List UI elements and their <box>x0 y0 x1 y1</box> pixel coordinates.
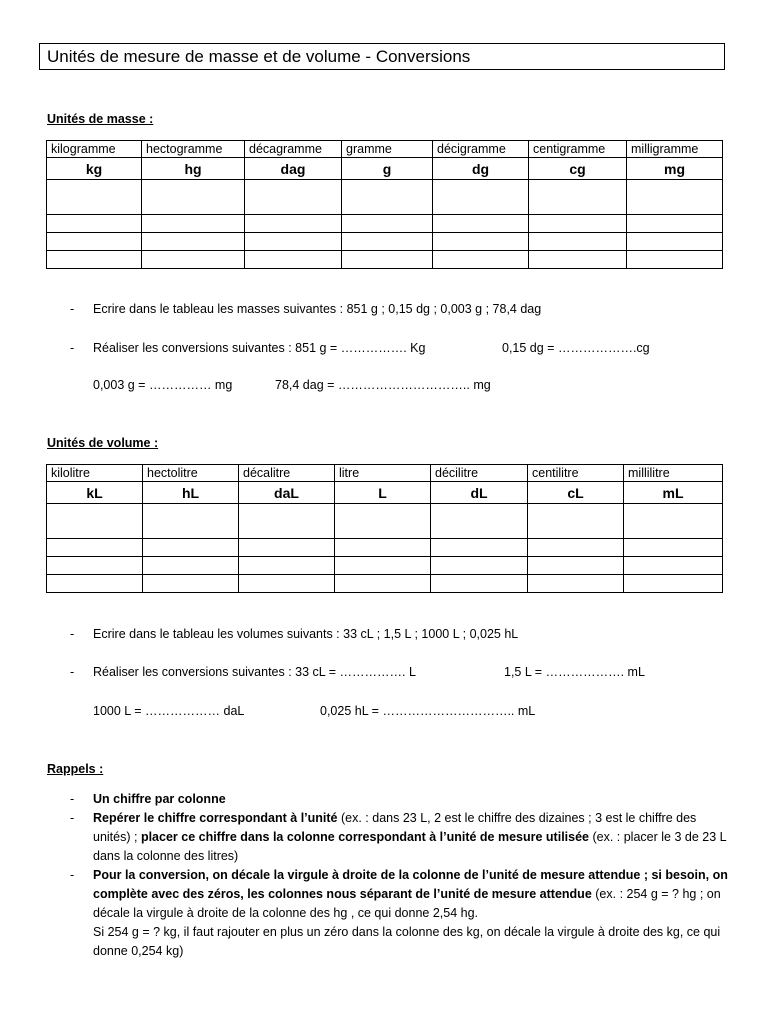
empty-cell[interactable] <box>342 215 433 233</box>
mass-name-cell: décigramme <box>433 141 529 158</box>
bullet-dash: - <box>70 302 75 316</box>
mass-instruction-2a: Réaliser les conversions suivantes : 851 g = ……………. Kg <box>93 341 426 355</box>
volume-abbr-cell: kL <box>47 482 143 504</box>
volume-abbr-cell: L <box>335 482 431 504</box>
volume-name-cell: kilolitre <box>47 465 143 482</box>
mass-instruction-2b: 0,15 dg = ……………….cg <box>502 341 650 355</box>
empty-cell[interactable] <box>239 539 335 557</box>
bullet-dash: - <box>70 341 75 355</box>
mass-names-row <box>47 141 723 158</box>
volume-instruction-2a: Réaliser les conversions suivantes : 33 cL = ……………. L <box>93 665 416 679</box>
empty-cell[interactable] <box>627 180 723 215</box>
empty-cell[interactable] <box>47 180 142 215</box>
mass-abbr-cell: kg <box>47 158 142 180</box>
empty-cell[interactable] <box>342 180 433 215</box>
empty-cell[interactable] <box>624 504 723 539</box>
empty-cell[interactable] <box>239 504 335 539</box>
volume-name-cell: centilitre <box>528 465 624 482</box>
rappel-text-bold: Pour la conversion, on décale la virgule à droite de la colonne de l’unité de mesure attendue ; si besoin, on complète avec des zéros, les colonnes nous séparant de l’unité de mesure attendue <box>93 868 728 901</box>
empty-cell[interactable] <box>528 539 624 557</box>
empty-cell[interactable] <box>431 575 528 593</box>
mass-empty-row <box>47 180 723 215</box>
mass-abbr-cell: hg <box>142 158 245 180</box>
empty-cell[interactable] <box>528 575 624 593</box>
empty-cell[interactable] <box>342 233 433 251</box>
empty-cell[interactable] <box>624 539 723 557</box>
empty-cell[interactable] <box>142 215 245 233</box>
volume-abbr-cell: mL <box>624 482 723 504</box>
mass-name-cell: kilogramme <box>47 141 142 158</box>
empty-cell[interactable] <box>433 233 529 251</box>
volume-table <box>46 464 723 593</box>
empty-cell[interactable] <box>142 251 245 269</box>
mass-abbr-cell: mg <box>627 158 723 180</box>
volume-instruction-3a: 1000 L = ……………… daL <box>93 704 245 718</box>
volume-empty-row <box>47 557 723 575</box>
rappel-text: (ex. : 254 g = ? hg ; on décale la virgule à droite de la colonne des hg , ce qui donne 2,54 hg. <box>93 887 721 920</box>
empty-cell[interactable] <box>624 575 723 593</box>
mass-empty-row <box>47 251 723 269</box>
mass-name-cell: milligramme <box>627 141 723 158</box>
mass-abbr-row <box>47 158 723 180</box>
rappel-text-bold: placer ce chiffre dans la colonne correspondant à l’unité de mesure utilisée <box>140 830 589 844</box>
mass-abbr-cell: g <box>342 158 433 180</box>
rappel-text-bold: Un chiffre par colonne <box>93 792 226 806</box>
empty-cell[interactable] <box>142 233 245 251</box>
mass-instruction-3b: 78,4 dag = ………………………….. mg <box>275 378 491 392</box>
empty-cell[interactable] <box>627 251 723 269</box>
empty-cell[interactable] <box>529 215 627 233</box>
volume-name-cell: hectolitre <box>143 465 239 482</box>
rappels-heading: Rappels : <box>47 762 104 776</box>
empty-cell[interactable] <box>143 539 239 557</box>
volume-abbr-cell: hL <box>143 482 239 504</box>
rappel-text: (ex. : dans 23 L, 2 est le chiffre des dizaines ; 3 est le chiffre des unités) ; <box>93 811 697 844</box>
empty-cell[interactable] <box>143 504 239 539</box>
mass-abbr-cell: dg <box>433 158 529 180</box>
empty-cell[interactable] <box>431 557 528 575</box>
volume-empty-row <box>47 539 723 557</box>
mass-name-cell: décagramme <box>245 141 342 158</box>
empty-cell[interactable] <box>47 504 143 539</box>
empty-cell[interactable] <box>529 251 627 269</box>
volume-instruction-2b: 1,5 L = ………………. mL <box>504 665 645 679</box>
empty-cell[interactable] <box>47 251 142 269</box>
rappel-item <box>70 866 730 961</box>
empty-cell[interactable] <box>431 504 528 539</box>
bullet-dash: - <box>70 627 75 641</box>
empty-cell[interactable] <box>433 215 529 233</box>
mass-abbr-cell: dag <box>245 158 342 180</box>
empty-cell[interactable] <box>342 251 433 269</box>
empty-cell[interactable] <box>142 180 245 215</box>
empty-cell[interactable] <box>47 575 143 593</box>
volume-abbr-cell: cL <box>528 482 624 504</box>
mass-name-cell: gramme <box>342 141 433 158</box>
empty-cell[interactable] <box>431 539 528 557</box>
volume-empty-row <box>47 575 723 593</box>
rappels-list <box>70 790 730 961</box>
empty-cell[interactable] <box>47 215 142 233</box>
empty-cell[interactable] <box>627 215 723 233</box>
empty-cell[interactable] <box>143 575 239 593</box>
rappel-text: Si 254 g = ? kg, il faut rajouter en plus un zéro dans la colonne des kg, on décale la virgule à droite des kg, ce qui donne 0,254 kg) <box>93 925 721 958</box>
rappel-item <box>70 790 730 809</box>
rappel-item <box>70 809 730 866</box>
empty-cell[interactable] <box>47 557 143 575</box>
empty-cell[interactable] <box>335 504 431 539</box>
mass-empty-row <box>47 233 723 251</box>
bullet-dash: - <box>70 665 75 679</box>
empty-cell[interactable] <box>245 233 342 251</box>
volume-names-row <box>47 465 723 482</box>
bullet-dash: - <box>70 792 75 806</box>
bullet-dash: - <box>70 811 75 825</box>
empty-cell[interactable] <box>245 180 342 215</box>
empty-cell[interactable] <box>627 233 723 251</box>
volume-name-cell: millilitre <box>624 465 723 482</box>
mass-heading: Unités de masse : <box>47 112 154 126</box>
volume-name-cell: litre <box>335 465 431 482</box>
volume-instruction-3b: 0,025 hL = ………………………….. mL <box>320 704 536 718</box>
rappel-text-bold: Repérer le chiffre correspondant à l’unité <box>93 811 338 825</box>
empty-cell[interactable] <box>239 575 335 593</box>
mass-instruction-1: Ecrire dans le tableau les masses suivantes : 851 g ; 0,15 dg ; 0,003 g ; 78,4 dag <box>93 302 542 316</box>
volume-name-cell: décilitre <box>431 465 528 482</box>
empty-cell[interactable] <box>245 251 342 269</box>
empty-cell[interactable] <box>433 251 529 269</box>
empty-cell[interactable] <box>624 557 723 575</box>
empty-cell[interactable] <box>143 557 239 575</box>
volume-heading: Unités de volume : <box>47 436 159 450</box>
empty-cell[interactable] <box>245 215 342 233</box>
mass-name-cell: hectogramme <box>142 141 245 158</box>
empty-cell[interactable] <box>335 575 431 593</box>
empty-cell[interactable] <box>47 233 142 251</box>
bullet-dash: - <box>70 868 75 882</box>
empty-cell[interactable] <box>239 557 335 575</box>
volume-name-cell: décalitre <box>239 465 335 482</box>
empty-cell[interactable] <box>529 180 627 215</box>
volume-abbr-row <box>47 482 723 504</box>
mass-instruction-3a: 0,003 g = …………… mg <box>93 378 233 392</box>
empty-cell[interactable] <box>529 233 627 251</box>
empty-cell[interactable] <box>47 539 143 557</box>
empty-cell[interactable] <box>433 180 529 215</box>
empty-cell[interactable] <box>528 557 624 575</box>
mass-empty-row <box>47 215 723 233</box>
empty-cell[interactable] <box>335 539 431 557</box>
page-title: Unités de mesure de masse et de volume - Conversions <box>39 43 725 70</box>
mass-table <box>46 140 723 269</box>
volume-abbr-cell: daL <box>239 482 335 504</box>
rappel-text: (ex. : placer le 3 de 23 L dans la colonne des litres) <box>93 830 727 863</box>
mass-name-cell: centigramme <box>529 141 627 158</box>
mass-abbr-cell: cg <box>529 158 627 180</box>
volume-abbr-cell: dL <box>431 482 528 504</box>
empty-cell[interactable] <box>335 557 431 575</box>
volume-instruction-1: Ecrire dans le tableau les volumes suivants : 33 cL ; 1,5 L ; 1000 L ; 0,025 hL <box>93 627 519 641</box>
volume-empty-row <box>47 504 723 539</box>
empty-cell[interactable] <box>528 504 624 539</box>
